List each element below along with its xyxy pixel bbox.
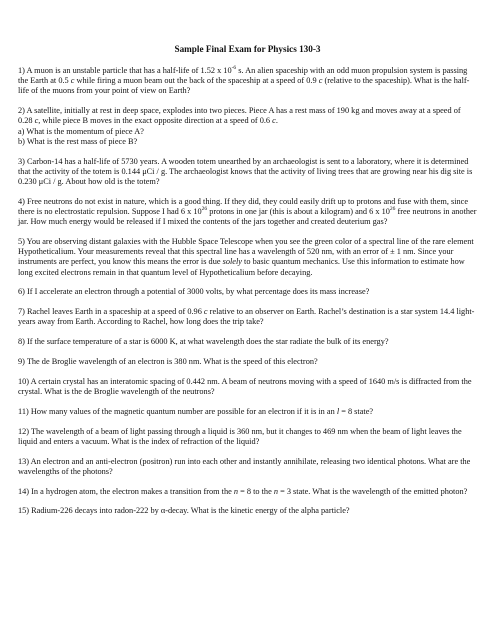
question-8: 8) If the surface temperature of a star is 6000 K, at what wavelength does the star radiate the bulk of its energy? (18, 337, 389, 347)
question-12: 12) The wavelength of a beam of light passing through a liquid is 360 nm, but it changes to 469 nm when the beam of light leaves the liquid and enters a vacuum. What is the index of refraction of the liquid? (18, 426, 462, 446)
question-list (18, 66, 477, 517)
question-1: 1) A muon is an unstable particle that has a half-life of 1.52 x $10^{-6}$ s. An alien spaceship with an odd muon propulsion system is passing the Earth at 0.5 c while firing a muon beam out the back of the spaceship at a speed of 0.9 c (relative to the spaceship). What is the half-life of the muons from your point of view on Earth? (18, 65, 470, 96)
question-4: 4) Free neutrons do not exist in nature, which is a good thing. If they did, they could easily drift up to protons and fuse with them, since there is no electrostatic repulsion. Suppose I had 6 x $10^{26}$ protons in one jar (this is about a kilogram) and 6 x $10^{26}$ free neutrons in another jar. How much energy would be released if I mixed the contents of the jars together and created deuterium gas? (18, 196, 477, 227)
question-3: 3) Carbon-14 has a half-life of 5730 years. A wooden totem unearthed by an archaeologist is sent to a laboratory, where it is determined that the activity of the totem is 0.144 μCi / g. The archaeologist knows that the activity of living trees that are growing near his dig site is 0.230 μCi / g. About how old is the totem? (18, 156, 473, 187)
question-7: 7) Rachel leaves Earth in a spaceship at a speed of 0.96 c relative to an observer on Earth. Rachel’s destination is a star system 14.4 light-years away from Earth. According to Rachel, how long does the trip take? (18, 307, 475, 327)
question-2: 2) A satellite, initially at rest in deep space, explodes into two pieces. Piece A has a rest mass of 190 kg and moves away at a speed of 0.28 c, while piece B moves in the exact opposite direction at a speed of 0.6 c. a) What is the momentum of piece A? b) What is the rest mass of piece B? (18, 106, 461, 146)
question-15: 15) Radium-226 decays into radon-222 by α-decay. What is the kinetic energy of the alpha particle? (18, 506, 350, 516)
question-13: 13) An electron and an anti-electron (positron) run into each other and instantly annihilate, releasing two identical photons. What are the wavelengths of the photons? (18, 456, 471, 476)
question-11: 11) How many values of the magnetic quantum number are possible for an electron if it is in an l = 8 state? (18, 406, 374, 416)
question-10: 10) A certain crystal has an interatomic spacing of 0.442 nm. A beam of neutrons moving with a speed of 1640 m/s is diffracted from the crystal. What is the de Broglie wavelength of the neutrons? (18, 376, 472, 397)
question-9: 9) The de Broglie wavelength of an electron is 380 nm. What is the speed of this electron? (18, 357, 318, 367)
page-title: Sample Final Exam for Physics 130-3 (174, 44, 321, 54)
question-5: 5) You are observing distant galaxies with the Hubble Space Telescope when you see the green color of a spectral line of the rare element Hypotheticalium. Your measurements reveal that this spectral line has a wavelength of 520 nm, with an error of ± 1 nm. Since your instruments are perfect, you know this means the error is due solely to basic quantum mechanics. Use this information to estimate how long excited electrons remain in that quantum level of Hypotheticalium before decaying. (18, 237, 474, 277)
question-6: 6) If I accelerate an electron through a potential of 3000 volts, by what percentage does its mass increase? (18, 287, 370, 297)
question-14: 14) In a hydrogen atom, the electron makes a transition from the n = 8 to the n = 3 state. What is the wavelength of the emitted photon? (18, 486, 468, 496)
